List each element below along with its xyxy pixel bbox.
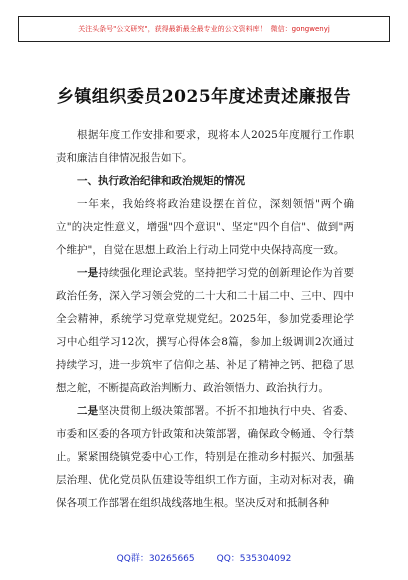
paragraph-lead: 一是 — [77, 267, 99, 279]
paragraph-text: 坚决贯彻上级决策部署。不折不扣地执行中央、省委、市委和区委的各项方针政策和决策部署，确保政令畅通、令行禁止。紧紧围绕镇党委中心工作，特别是在推动乡村振兴、加强基层治理、优化党员队伍建设等组织工作方面，主动对标对表，确保各项工作部署在组织战线落地生根。坚决反对和抵制各种 — [56, 405, 355, 509]
paragraph-implement-decisions — [56, 400, 354, 515]
header-banner — [18, 16, 390, 42]
footer-contact — [0, 551, 408, 564]
intro-paragraph: 根据年度工作安排和要求，现将本人2025年度履行工作职责和廉洁自律情况报告如下。 — [56, 129, 354, 164]
paragraph-political-building: 一年来，我始终将政治建设摆在首位，深刻领悟"两个确立"的决定性意义，增强"四个意识"、坚定"四个自信"、做到"两个维护"，自觉在思想上政治上行动上同党中央保持高度一致。 — [56, 198, 354, 256]
banner-promo-text: 关注头条号"公文研究"，获得最新最全最专业的公文资料库！ — [78, 25, 267, 33]
document-title: 乡镇组织委员2025年度述责述廉报告 — [56, 87, 352, 107]
document-body — [56, 124, 354, 515]
paragraph-theory-study — [56, 262, 354, 400]
section-heading: 一、执行政治纪律和政治规矩的情况 — [77, 175, 245, 187]
footer-qq-group: QQ群：30265665 — [116, 554, 195, 564]
footer-qq: QQ：535304092 — [216, 554, 292, 564]
paragraph-lead: 二是 — [77, 405, 99, 417]
banner-wechat-text: 微信：gongwenyj — [270, 25, 330, 33]
paragraph-text: 持续强化理论武装。坚持把学习党的创新理论作为首要政治任务，深入学习领会党的二十大和二十届二中、三中、四中全会精神，系统学习党章党规党纪。2025年，参加党委理论学习中心组学习12次，撰写心得体会8篇，参加上级调训2次通过持续学习，进一步筑牢了信仰之基、补足了精神之钙、把稳了思想之舵，不断提高政治判断力、政治领悟力、政治执行力。 — [56, 267, 355, 394]
